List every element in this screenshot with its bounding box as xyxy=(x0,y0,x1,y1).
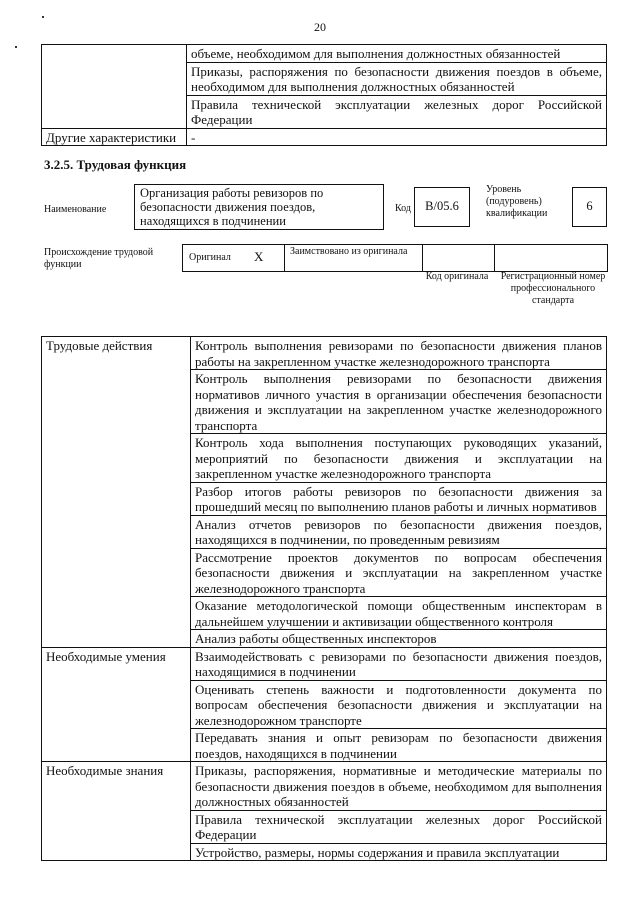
labor-function-table xyxy=(41,336,607,861)
table-cell: Приказы, распоряжения, нормативные и методические материалы по безопасности движения поездов в объеме, необходимом для выполнения должностных обязанностей xyxy=(191,762,607,811)
code-label: Код xyxy=(395,203,411,214)
original-mark: X xyxy=(254,249,264,264)
origin-label: Происхождение трудовой функции xyxy=(44,247,154,270)
function-name-box xyxy=(134,184,384,230)
group-label: Необходимые умения xyxy=(42,647,191,762)
table-row xyxy=(42,337,607,370)
table-cell: Контроль выполнения ревизорами по безопасности движения нормативов личного участия в организации обеспечения безопасности движения и эксплуатации на закрепленном участке железнодорожного транспорта xyxy=(191,370,607,434)
table-cell: Контроль выполнения ревизорами по безопасности движения планов работы на закрепленном участке железнодорожного транспорта xyxy=(191,337,607,370)
row-value: - xyxy=(187,128,607,146)
row-label: Другие характеристики xyxy=(42,128,187,146)
divider xyxy=(284,244,285,272)
group-label: Трудовые действия xyxy=(42,337,191,648)
table-row xyxy=(42,647,607,680)
borrowed-label: Заимствовано из оригинала xyxy=(290,246,408,257)
level-value: 6 xyxy=(586,199,593,213)
page-number: 20 xyxy=(314,20,326,34)
level-box xyxy=(572,187,607,227)
group-label: Необходимые знания xyxy=(42,762,191,861)
row-label xyxy=(42,45,187,129)
table-cell: Анализ работы общественных инспекторов xyxy=(191,630,607,648)
table-cell: Оценивать степень важности и подготовленности документа по вопросам обеспечения безопасности движения и эксплуатации на железнодорожном транспорте xyxy=(191,680,607,729)
original-label: Оригинал xyxy=(189,252,231,263)
scan-speck xyxy=(42,16,44,18)
top-characteristics-table xyxy=(41,44,607,146)
divider xyxy=(422,244,423,272)
scan-speck xyxy=(15,46,17,48)
table-cell: Взаимодействовать с ревизорами по безопасности движения поездов, находящимися в подчинении xyxy=(191,647,607,680)
section-title: 3.2.5. Трудовая функция xyxy=(44,157,187,172)
reg-number-caption: Регистрационный номер профессионального стандарта xyxy=(500,271,606,306)
table-cell: Передавать знания и опыт ревизорам по безопасности движения поездов, находящихся в подчинении xyxy=(191,729,607,762)
table-cell: Оказание методологической помощи общественным инспекторам в дальнейшем улучшении и активизации общественного контроля xyxy=(191,597,607,630)
table-row xyxy=(42,762,607,811)
table-cell: Разбор итогов работы ревизоров по безопасности движения за прошедший месяц по выполнению планов работы и личных нормативов xyxy=(191,482,607,515)
table-cell: Рассмотрение проектов документов по вопросам обеспечения безопасности движения и эксплуатации на закрепленном участке железнодорожного транспорта xyxy=(191,548,607,597)
table-row xyxy=(42,128,607,146)
function-name: Организация работы ревизоров по безопасности движения поездов, находящихся в подчинении xyxy=(140,186,324,228)
row-value: объеме, необходимом для выполнения должностных обязанностей xyxy=(187,45,607,63)
row-value: Правила технической эксплуатации железных дорог Российской Федерации xyxy=(187,95,607,128)
code-value: B/05.6 xyxy=(425,199,459,213)
name-label: Наименование xyxy=(44,204,107,215)
table-cell: Контроль хода выполнения поступающих руководящих указаний, мероприятий по безопасности движения и эксплуатации на закрепленном участке железнодорожного транспорта xyxy=(191,434,607,483)
code-original-caption: Код оригинала xyxy=(425,271,489,282)
table-cell: Устройство, размеры, нормы содержания и правила эксплуатации xyxy=(191,843,607,861)
code-box xyxy=(414,187,470,227)
table-cell: Анализ отчетов ревизоров по безопасности движения поездов, находящихся в подчинении, по проведенным ревизиям xyxy=(191,515,607,548)
table-cell: Правила технической эксплуатации железных дорог Российской Федерации xyxy=(191,810,607,843)
table-row xyxy=(42,45,607,63)
row-value: Приказы, распоряжения по безопасности движения поездов в объеме, необходимом для выполнения должностных обязанностей xyxy=(187,62,607,95)
level-label: Уровень (подуровень) квалификации xyxy=(486,184,548,219)
divider xyxy=(494,244,495,272)
